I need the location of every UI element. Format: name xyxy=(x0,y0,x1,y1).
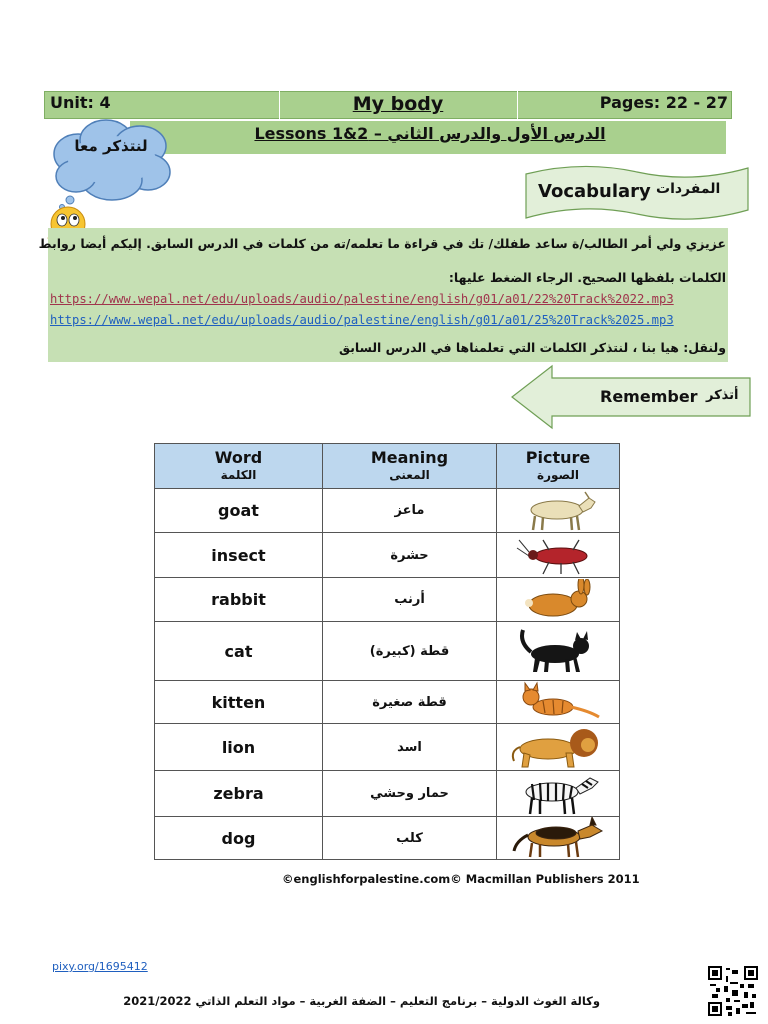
word-cell: cat xyxy=(155,622,323,681)
cloud-text: لنتذكر معا xyxy=(74,137,148,155)
table-row xyxy=(155,681,620,724)
picture-cell xyxy=(497,533,620,578)
lessons-title: الدرس الأول والدرس الثاني – Lessons 1&2 xyxy=(254,124,606,143)
picture-cell xyxy=(497,578,620,622)
vocabulary-table xyxy=(154,443,620,860)
meaning-cell: حشرة xyxy=(323,533,497,578)
kitten-icon xyxy=(513,681,603,723)
thought-cloud-icon xyxy=(48,116,176,210)
instruction-line: عزيزي ولي أمر الطالب/ة ساعد طفلك/ تك في قراءة ما تعلمه/ته من كلمات في الدرس السابق. إليكم أيضا روابط xyxy=(38,236,726,251)
page-title: My body xyxy=(352,93,444,115)
copyright-text: ©englishforpalestine.com© Macmillan Publishers 2011 xyxy=(282,872,640,886)
lion-icon xyxy=(508,725,608,769)
column-header-label-arabic: الكلمة xyxy=(220,468,257,482)
remember-title-arabic: أتذكر xyxy=(706,388,739,403)
table-row xyxy=(155,724,620,771)
column-header-label: Word xyxy=(214,448,263,467)
rabbit-icon xyxy=(515,579,601,621)
column-header-label-arabic: الصورة xyxy=(537,468,579,482)
picture-cell xyxy=(497,817,620,860)
meaning-cell: قطة صغيرة xyxy=(323,681,497,724)
table-row xyxy=(155,817,620,860)
audio-link-track-25[interactable]: https://www.wepal.net/edu/uploads/audio/palestine/english/g01/a01/25%20Track%2025.mp3 xyxy=(50,313,674,327)
meaning-cell: ماعز xyxy=(323,489,497,533)
column-header-label: Meaning xyxy=(370,448,449,467)
cat-icon xyxy=(513,626,603,676)
column-header-word xyxy=(155,444,323,489)
qr-code-icon xyxy=(708,966,758,1016)
meaning-cell: أرنب xyxy=(323,578,497,622)
table-row xyxy=(155,533,620,578)
column-header-meaning xyxy=(323,444,497,489)
audio-link-track-22[interactable]: https://www.wepal.net/edu/uploads/audio/palestine/english/g01/a01/22%20Track%2022.mp3 xyxy=(50,292,674,306)
word-cell: kitten xyxy=(155,681,323,724)
column-header-picture xyxy=(497,444,620,489)
unit-label: Unit: 4 xyxy=(50,93,111,112)
word-cell: zebra xyxy=(155,771,323,817)
meaning-cell: اسد xyxy=(323,724,497,771)
picture-cell xyxy=(497,724,620,771)
insect-icon xyxy=(515,534,601,576)
table-row xyxy=(155,489,620,533)
picture-cell xyxy=(497,771,620,817)
dog-icon xyxy=(510,817,606,859)
image-source-link[interactable]: pixy.org/1695412 xyxy=(52,960,148,973)
footer-text: وكالة الغوث الدولية – برنامج التعليم – الضفة الغربية – مواد التعلم الذاتي 2021/2022 xyxy=(123,994,600,1008)
word-cell: dog xyxy=(155,817,323,860)
instruction-line: الكلمات بلفظها الصحيح. الرجاء الضغط عليها: xyxy=(448,270,726,285)
goat-icon xyxy=(515,490,601,532)
picture-cell xyxy=(497,622,620,681)
zebra-icon xyxy=(510,772,606,816)
table-row xyxy=(155,771,620,817)
word-cell: goat xyxy=(155,489,323,533)
vocabulary-title-arabic: المفردات xyxy=(656,181,721,197)
word-cell: insect xyxy=(155,533,323,578)
table-header-row xyxy=(155,444,620,489)
instruction-line: ولنقل: هيا بنا ، لنتذكر الكلمات التي تعلمناها في الدرس السابق xyxy=(338,340,726,355)
meaning-cell: كلب xyxy=(323,817,497,860)
table-row xyxy=(155,578,620,622)
column-header-label-arabic: المعنى xyxy=(389,468,430,482)
word-cell: lion xyxy=(155,724,323,771)
table-row xyxy=(155,622,620,681)
picture-cell xyxy=(497,681,620,724)
pages-label: Pages: 22 - 27 xyxy=(599,93,728,112)
meaning-cell: حمار وحشي xyxy=(323,771,497,817)
meaning-cell: قطة (كبيرة) xyxy=(323,622,497,681)
vocabulary-title: Vocabulary xyxy=(538,181,651,202)
word-cell: rabbit xyxy=(155,578,323,622)
remember-title: Remember xyxy=(600,387,698,406)
column-header-label: Picture xyxy=(525,448,591,467)
header-divider xyxy=(517,91,518,119)
picture-cell xyxy=(497,489,620,533)
